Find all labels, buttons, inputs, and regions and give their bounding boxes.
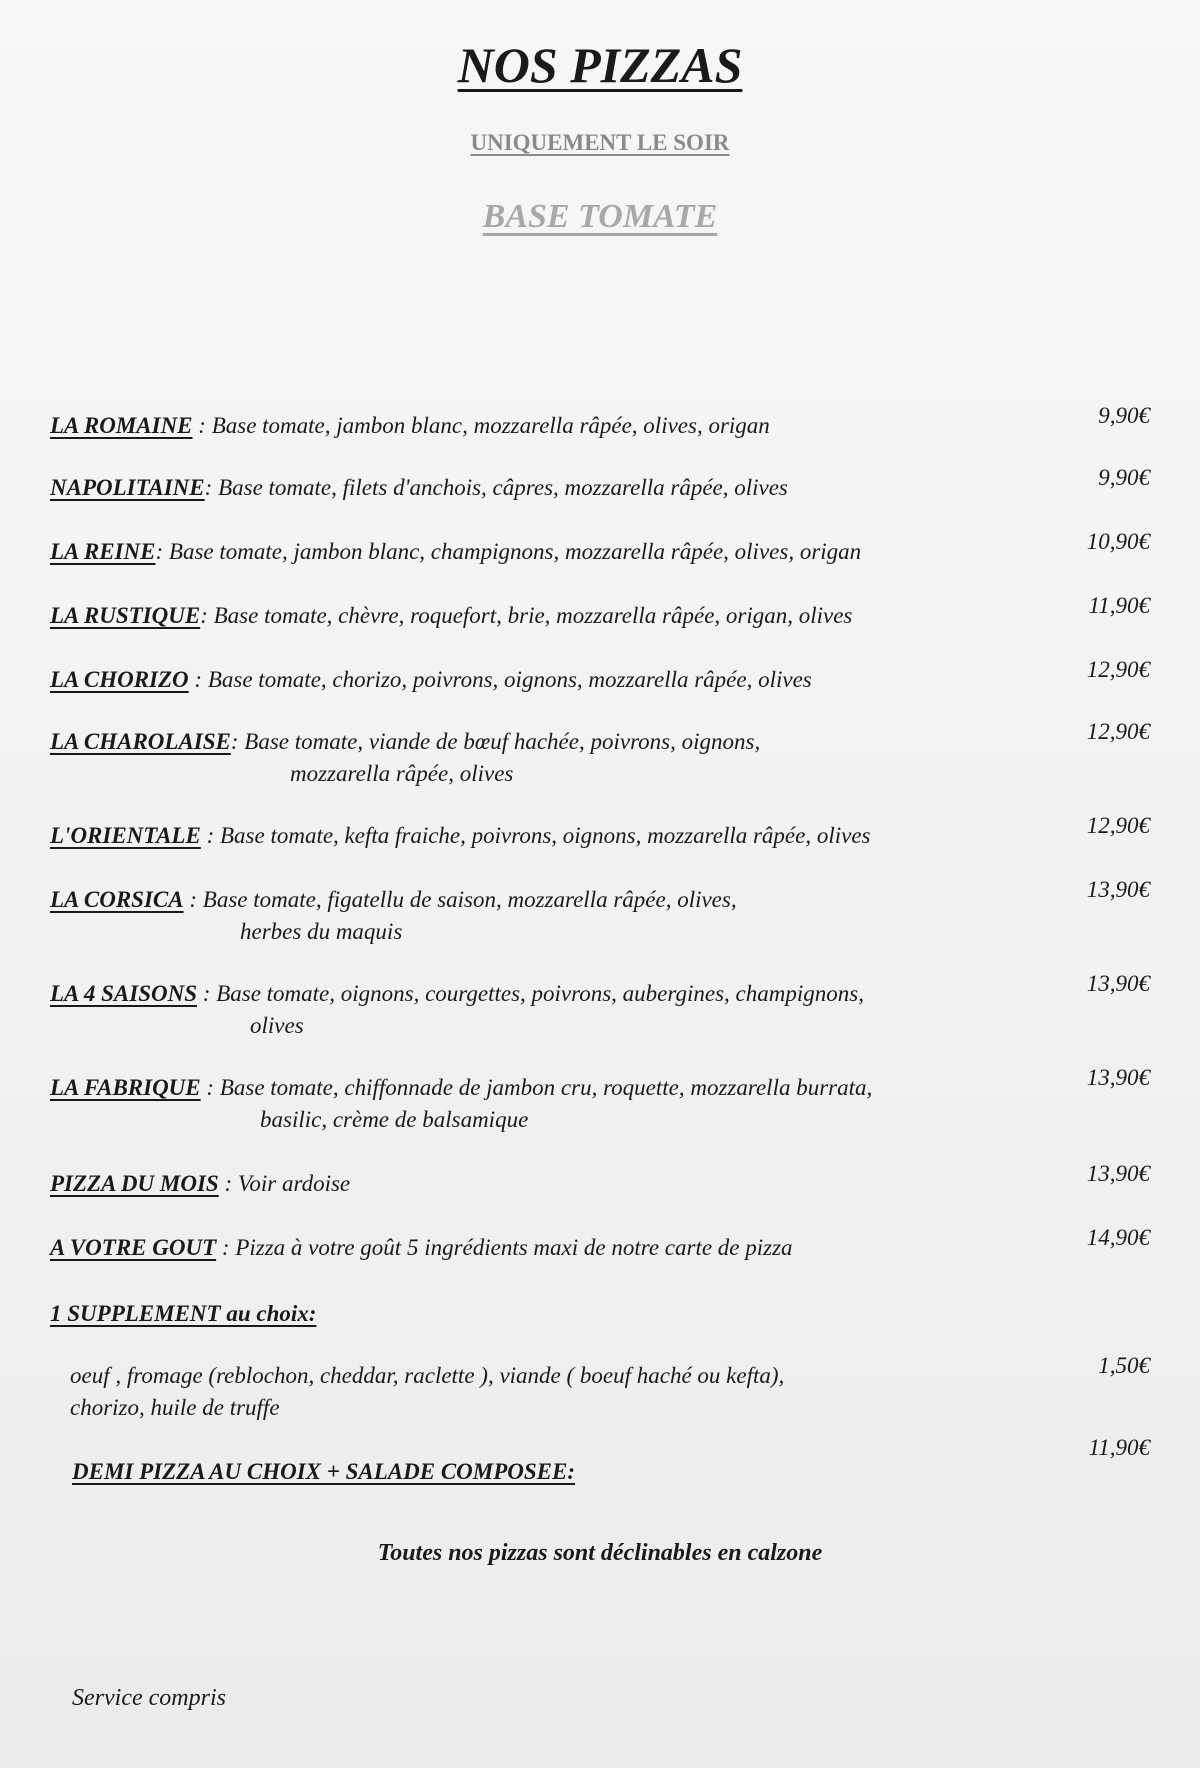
supplement-price: 1,50€ <box>1098 1353 1150 1378</box>
menu-title: NOS PIZZAS <box>457 37 743 93</box>
pizza-description: Voir ardoise <box>237 1171 351 1196</box>
pizza-price: 12,90€ <box>1086 719 1150 744</box>
pizza-name: LA CHORIZO <box>50 667 189 692</box>
pizza-name: LA FABRIQUE <box>50 1075 201 1100</box>
pizza-price: 11,90€ <box>1088 593 1150 618</box>
menu-item: LA ROMAINE : Base tomate, jambon blanc, mozzarella râpée, olives, origan 9,90€ <box>50 410 1150 442</box>
demi-pizza-heading: DEMI PIZZA AU CHOIX + SALADE COMPOSEE: <box>72 1459 576 1484</box>
pizza-price: 12,90€ <box>1086 657 1150 682</box>
menu-item: LA RUSTIQUE : Base tomate, chèvre, roquefort, brie, mozzarella râpée, origan, olives 11,90€ <box>50 600 1150 632</box>
demi-pizza-price: 11,90€ <box>1088 1435 1150 1460</box>
pizza-description: Pizza à votre goût 5 ingrédients maxi de notre carte de pizza <box>235 1235 793 1260</box>
pizza-price: 13,90€ <box>1086 877 1150 902</box>
pizza-name: A VOTRE GOUT <box>50 1235 217 1260</box>
menu-item: LA CORSICA : Base tomate, figatellu de saison, mozzarella râpée, olives, herbes du maquis 13,90€ <box>50 884 1150 948</box>
pizza-description: Base tomate, chèvre, roquefort, brie, mozzarella râpée, origan, olives <box>213 603 853 628</box>
demi-pizza-block <box>72 1435 1150 1488</box>
supplement-heading: 1 SUPPLEMENT au choix: <box>50 1301 317 1326</box>
pizza-price: 13,90€ <box>1086 1161 1150 1186</box>
pizza-description-cont: olives <box>250 1013 304 1038</box>
pizza-description: Base tomate, figatellu de saison, mozzarella râpée, olives, <box>202 887 737 912</box>
section-heading-base: BASE TOMATE <box>482 198 718 235</box>
supplement-heading-block <box>50 1298 1150 1330</box>
pizza-name: LA 4 SAISONS <box>50 981 198 1006</box>
pizza-price: 9,90€ <box>1098 403 1150 428</box>
menu-item: L'ORIENTALE : Base tomate, kefta fraiche, poivrons, oignons, mozzarella râpée, olives 12,90€ <box>50 820 1150 852</box>
pizza-name: LA CHAROLAISE <box>50 729 231 754</box>
calzone-note: Toutes nos pizzas sont déclinables en calzone <box>377 1540 823 1566</box>
service-note: Service compris <box>72 1685 226 1711</box>
menu-item: LA CHORIZO : Base tomate, chorizo, poivrons, oignons, mozzarella râpée, olives 12,90€ <box>50 664 1150 696</box>
pizza-name: PIZZA DU MOIS <box>50 1171 219 1196</box>
supplement-options-cont: chorizo, huile de truffe <box>70 1395 280 1420</box>
pizza-description: Base tomate, oignons, courgettes, poivrons, aubergines, champignons, <box>216 981 864 1006</box>
menu-subtitle: UNIQUEMENT LE SOIR <box>470 130 730 155</box>
menu-item: LA CHAROLAISE : Base tomate, viande de bœuf hachée, poivrons, oignons, mozzarella râpée, olives 12,90€ <box>50 726 1150 790</box>
pizza-description-cont: basilic, crème de balsamique <box>260 1107 529 1132</box>
pizza-description-cont: herbes du maquis <box>240 919 403 944</box>
menu-item: A VOTRE GOUT : Pizza à votre goût 5 ingrédients maxi de notre carte de pizza 14,90€ <box>50 1232 1150 1264</box>
pizza-description: Base tomate, chorizo, poivrons, oignons, mozzarella râpée, olives <box>207 667 812 692</box>
pizza-description: Base tomate, jambon blanc, mozzarella râpée, olives, origan <box>211 413 770 438</box>
menu-item: PIZZA DU MOIS : Voir ardoise 13,90€ <box>50 1168 1150 1200</box>
menu-item: LA 4 SAISONS : Base tomate, oignons, courgettes, poivrons, aubergines, champignons, olives 13,90€ <box>50 978 1150 1042</box>
pizza-price: 12,90€ <box>1086 813 1150 838</box>
supplement-options: oeuf , fromage (reblochon, cheddar, raclette ), viande ( boeuf haché ou kefta), <box>70 1363 785 1388</box>
menu-item: LA REINE : Base tomate, jambon blanc, champignons, mozzarella râpée, olives, origan 10,90€ <box>50 536 1150 568</box>
pizza-name: L'ORIENTALE <box>50 823 201 848</box>
pizza-price: 13,90€ <box>1086 1065 1150 1090</box>
pizza-price: 14,90€ <box>1086 1225 1150 1250</box>
pizza-name: LA REINE <box>50 539 156 564</box>
pizza-name: LA RUSTIQUE <box>50 603 201 628</box>
pizza-description: Base tomate, jambon blanc, champignons, mozzarella râpée, olives, origan <box>168 539 862 564</box>
pizza-description: Base tomate, kefta fraiche, poivrons, oignons, mozzarella râpée, olives <box>219 823 871 848</box>
pizza-price: 10,90€ <box>1086 529 1150 554</box>
pizza-name: LA ROMAINE <box>50 413 193 438</box>
pizza-description: Base tomate, chiffonnade de jambon cru, roquette, mozzarella burrata, <box>219 1075 873 1100</box>
menu-item: NAPOLITAINE : Base tomate, filets d'anchois, câpres, mozzarella râpée, olives 9,90€ <box>50 472 1150 504</box>
pizza-name: LA CORSICA <box>50 887 184 912</box>
pizza-price: 13,90€ <box>1086 971 1150 996</box>
supplement-block <box>70 1353 1150 1424</box>
menu-item: LA FABRIQUE : Base tomate, chiffonnade de jambon cru, roquette, mozzarella burrata, basilic, crème de balsamique 13,90€ <box>50 1072 1150 1136</box>
pizza-description-cont: mozzarella râpée, olives <box>290 761 514 786</box>
pizza-name: NAPOLITAINE <box>50 475 205 500</box>
pizza-description: Base tomate, filets d'anchois, câpres, mozzarella râpée, olives <box>218 475 788 500</box>
pizza-price: 9,90€ <box>1098 465 1150 490</box>
pizza-description: Base tomate, viande de bœuf hachée, poivrons, oignons, <box>244 729 761 754</box>
